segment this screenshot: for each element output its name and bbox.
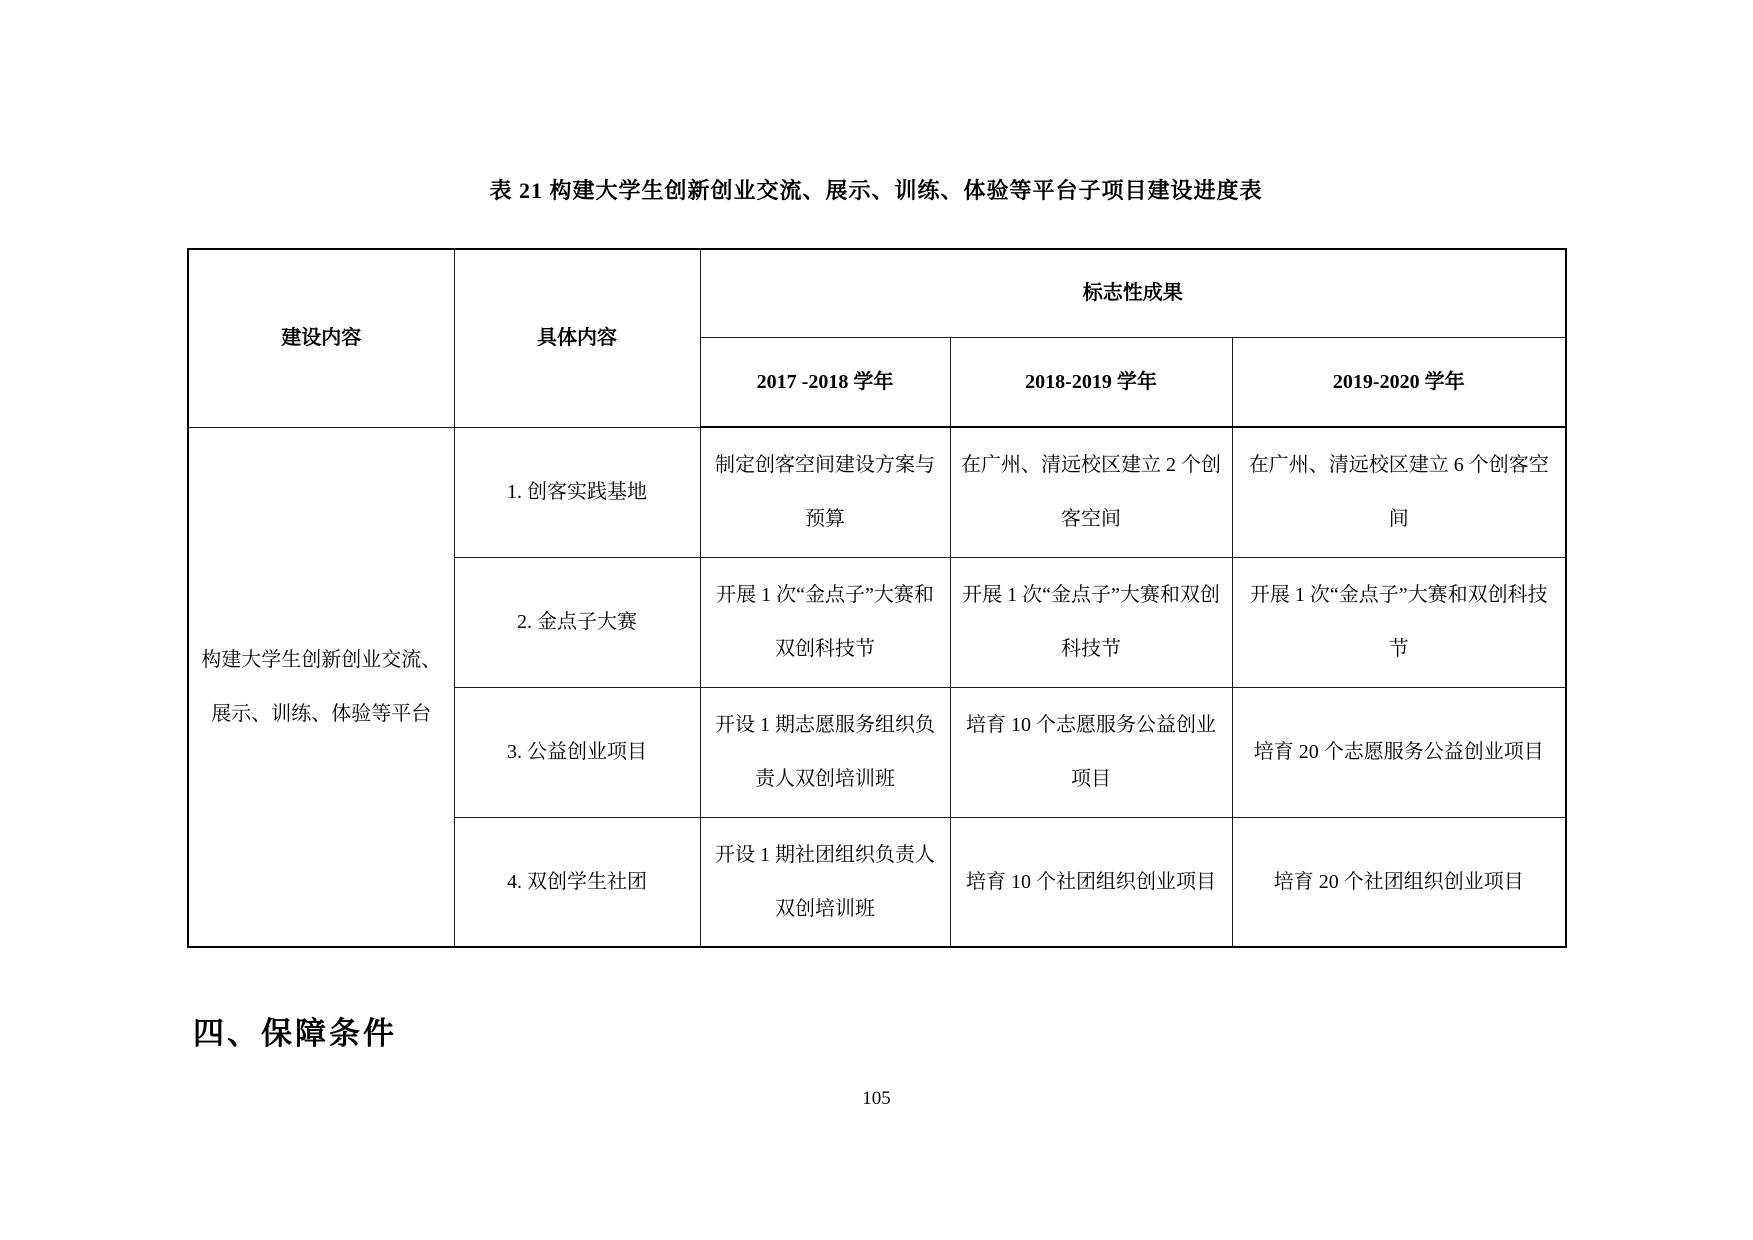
cell-maker-base-2017: 制定创客空间建设方案与预算	[700, 427, 950, 557]
page-number: 105	[862, 1088, 891, 1109]
cell-public-welfare-2018: 培育 10 个志愿服务公益创业项目	[950, 687, 1232, 817]
cell-maker-base-2018: 在广州、清远校区建立 2 个创客空间	[950, 427, 1232, 557]
cell-golden-idea-2018: 开展 1 次“金点子”大赛和双创科技节	[950, 557, 1232, 687]
cell-student-club-2017: 开设 1 期社团组织负责人双创培训班	[700, 817, 950, 947]
cell-public-welfare-2017: 开设 1 期志愿服务组织负责人双创培训班	[700, 687, 950, 817]
header-row-top	[188, 249, 1566, 337]
project-progress-table	[187, 248, 1567, 948]
header-landmark-results: 标志性成果	[700, 249, 1566, 337]
table-row-maker-base	[188, 427, 1566, 557]
cell-golden-idea-2019: 开展 1 次“金点子”大赛和双创科技节	[1232, 557, 1566, 687]
cell-golden-idea-2017: 开展 1 次“金点子”大赛和双创科技节	[700, 557, 950, 687]
header-specific-content: 具体内容	[454, 249, 700, 427]
cell-maker-base-2019: 在广州、清远校区建立 6 个创客空间	[1232, 427, 1566, 557]
header-year-2019-2020: 2019-2020 学年	[1232, 337, 1566, 427]
table-caption: 表 21 构建大学生创新创业交流、展示、训练、体验等平台子项目建设进度表	[489, 178, 1263, 203]
header-year-2017-2018: 2017 -2018 学年	[700, 337, 950, 427]
cell-item-public-welfare: 3. 公益创业项目	[454, 687, 700, 817]
header-year-2018-2019: 2018-2019 学年	[950, 337, 1232, 427]
cell-item-maker-base: 1. 创客实践基地	[454, 427, 700, 557]
cell-platform-construction: 构建大学生创新创业交流、展示、训练、体验等平台	[188, 427, 454, 947]
cell-student-club-2018: 培育 10 个社团组织创业项目	[950, 817, 1232, 947]
cell-public-welfare-2019: 培育 20 个志愿服务公益创业项目	[1232, 687, 1566, 817]
header-construction-content: 建设内容	[188, 249, 454, 427]
section-heading: 四、保障条件	[193, 1016, 397, 1051]
cell-item-student-club: 4. 双创学生社团	[454, 817, 700, 947]
cell-student-club-2019: 培育 20 个社团组织创业项目	[1232, 817, 1566, 947]
cell-item-golden-idea: 2. 金点子大赛	[454, 557, 700, 687]
